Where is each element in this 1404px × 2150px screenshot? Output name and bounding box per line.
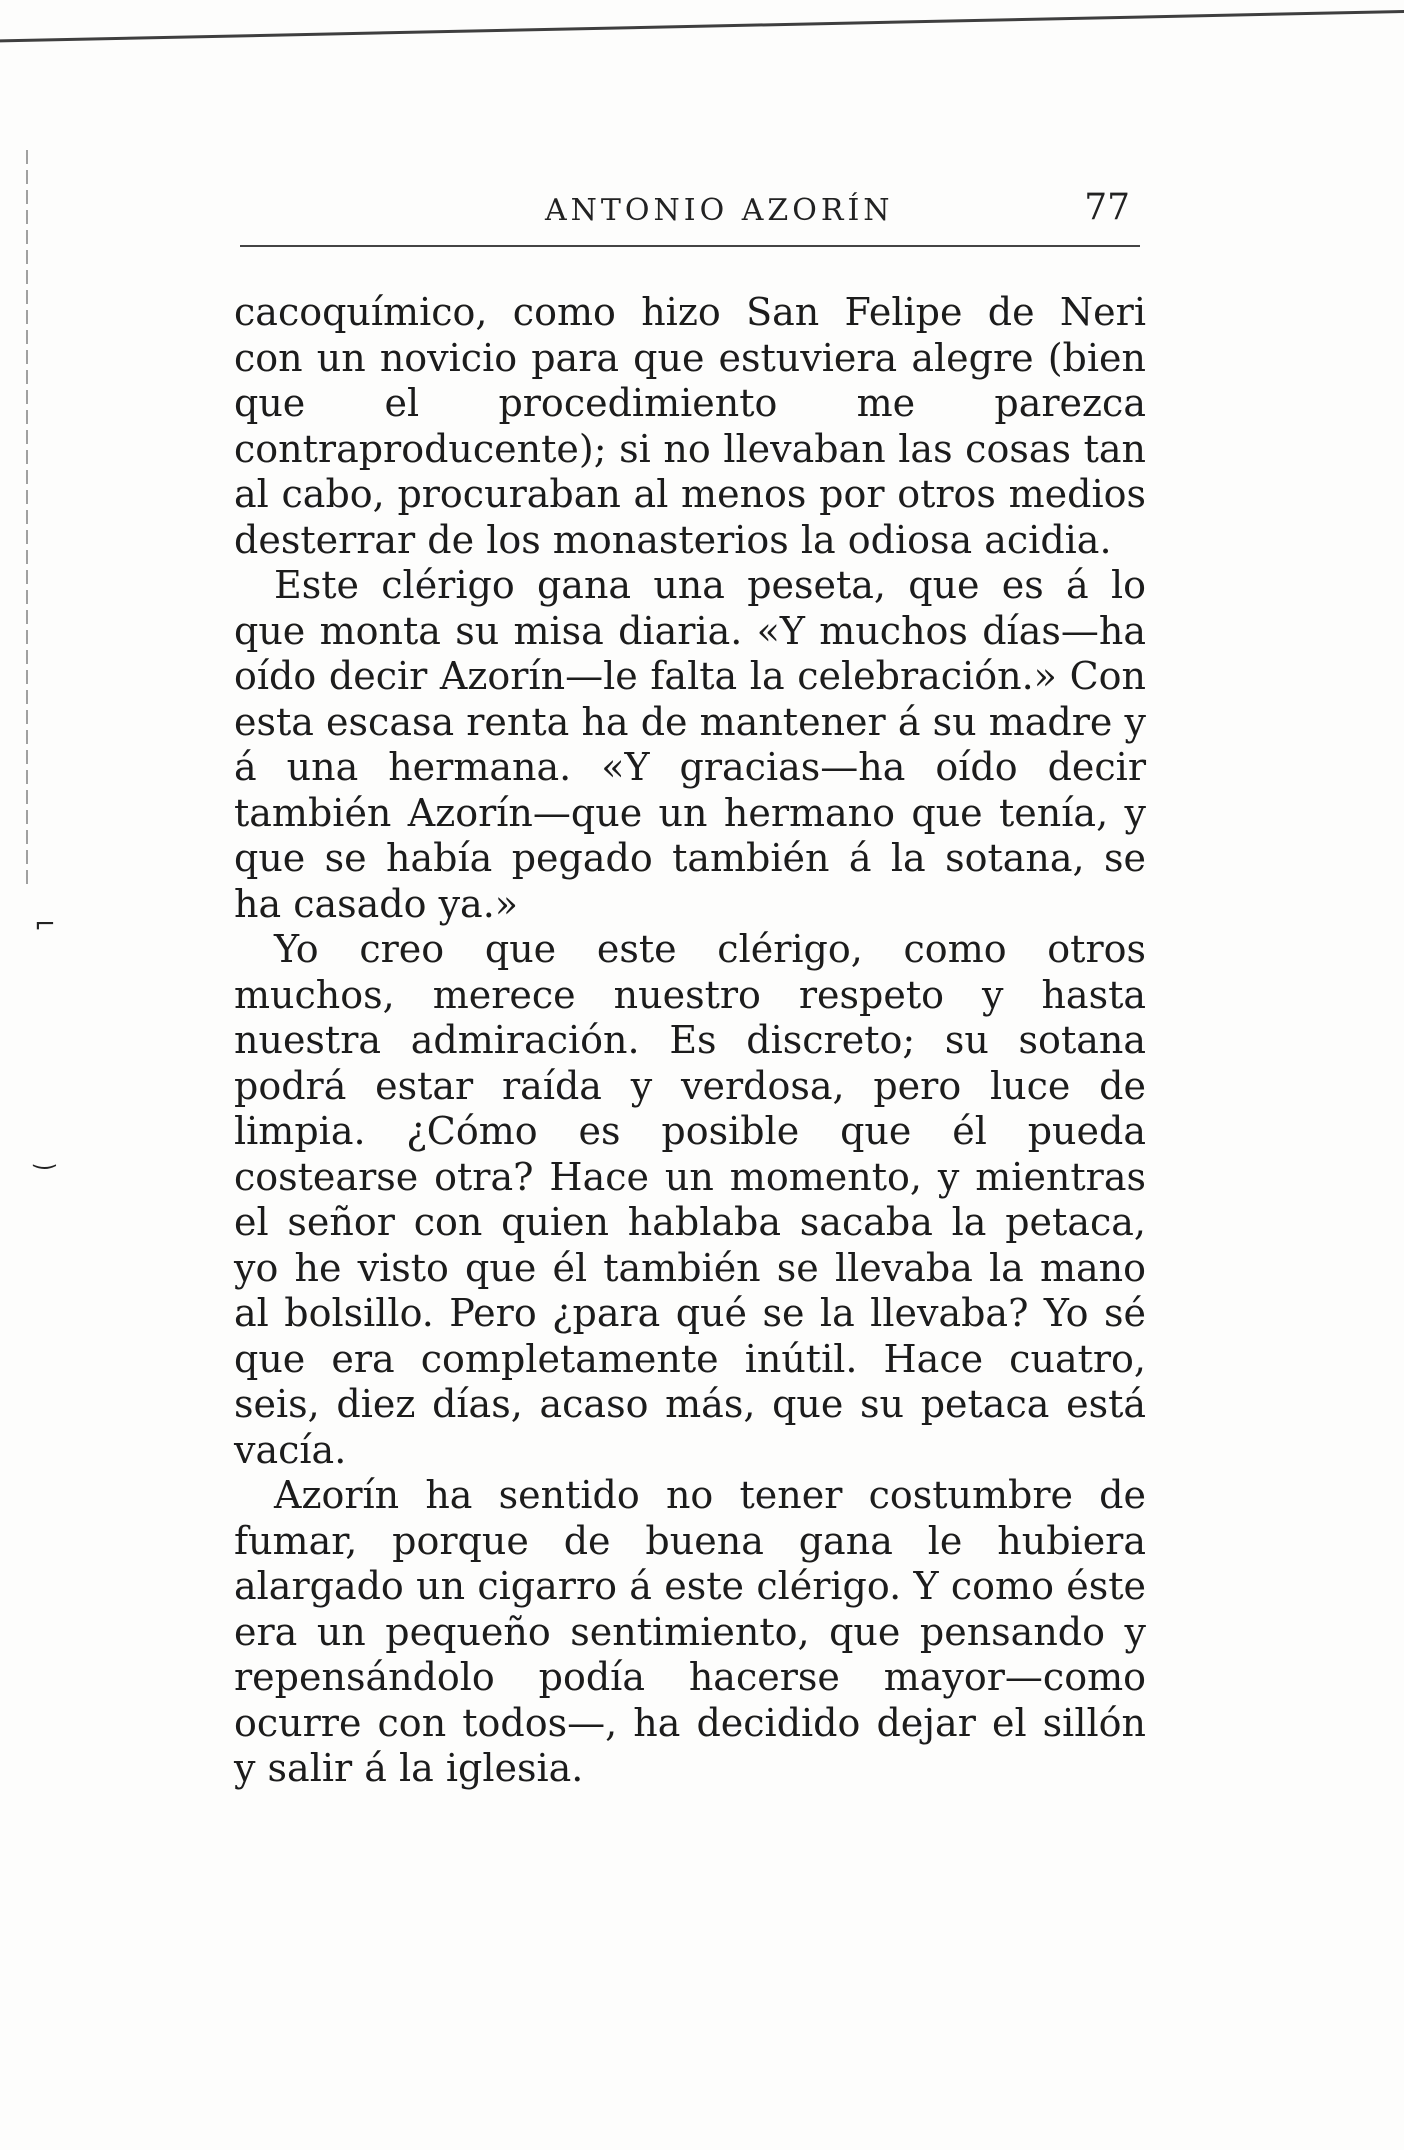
paragraph: cacoquímico, como hizo San Felipe de Neri con un novicio para que estuviera alegre (bien que el procedimiento me parezca contraproducente); si no llevaban las cosas tan al cabo, procuraban al menos por otros medios desterrar de los monasterios la odiosa acidia. bbox=[234, 290, 1146, 562]
page-number: 77 bbox=[1084, 187, 1130, 228]
running-title: ANTONIO AZORÍN bbox=[545, 193, 894, 228]
body-text bbox=[234, 290, 1146, 1792]
paragraph: Azorín ha sentido no tener costumbre de fumar, porque de buena gana le hubiera alargado un cigarro á este clérigo. Y como éste era un pequeño sentimiento, que pensando y repensándolo podía hacerse mayor—como ocurre con todos—, ha decidido dejar el sillón y salir á la iglesia. bbox=[234, 1473, 1146, 1790]
scan-top-rule bbox=[0, 0, 1404, 42]
paragraph: Este clérigo gana una peseta, que es á lo que monta su misa diaria. «Y muchos días—ha oído decir Azorín—le falta la celebración.» Con esta escasa renta ha de mantener á su madre y á una hermana. «Y gracias—ha oído decir también Azorín—que un hermano que tenía, y que se había pegado también á la sotana, se ha casado ya.» bbox=[234, 563, 1146, 926]
page-header bbox=[240, 185, 1140, 247]
scan-left-edge bbox=[26, 150, 28, 890]
margin-mark: ⌐ bbox=[34, 910, 56, 940]
paragraph: Yo creo que este clérigo, como otros muchos, merece nuestro respeto y hasta nuestra admiración. Es discreto; su sotana podrá estar raída y verdosa, pero luce de limpia. ¿Cómo es posible que él pueda costearse otra? Hace un momento, y mientras el señor con quien hablaba sacaba la petaca, yo he visto que él también se llevaba la mano al bolsillo. Pero ¿para qué se la llevaba? Yo sé que era completamente inútil. Hace cuatro, seis, diez días, acaso más, que su petaca está vacía. bbox=[234, 927, 1146, 1472]
margin-mark: ‿ bbox=[34, 1140, 55, 1170]
